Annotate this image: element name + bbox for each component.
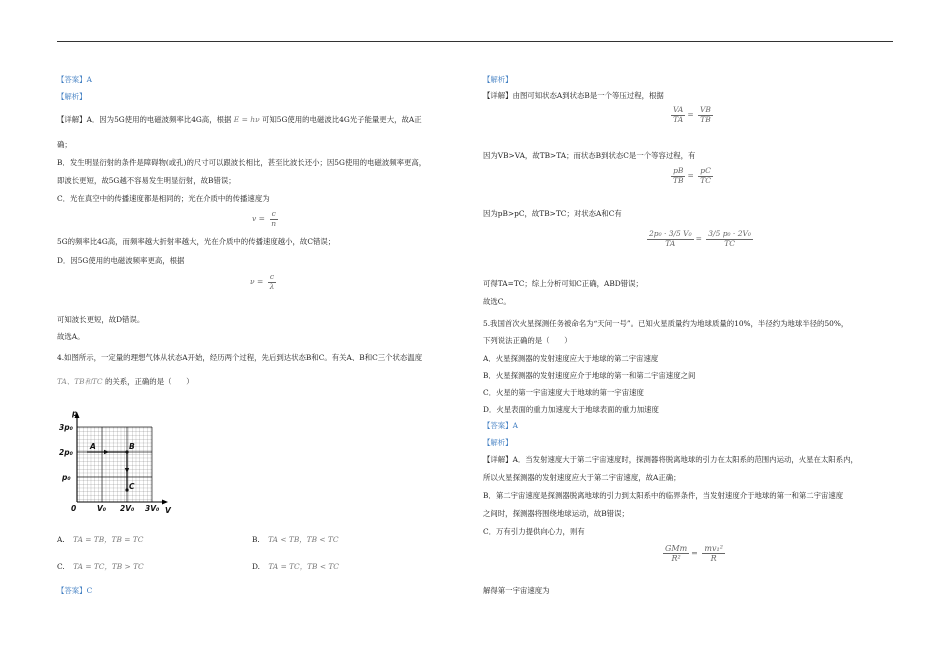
text: TB bbox=[673, 175, 684, 185]
header-rule bbox=[57, 41, 893, 42]
text: c bbox=[269, 272, 275, 281]
text: 5G的频率比4G高，而频率越大折射率越大，光在介质中的传播速度越小，故C错误； bbox=[57, 237, 336, 246]
text: 之间时，探测器将围绕地球运动，故B错误； bbox=[483, 509, 629, 518]
option-formula: TA < TB，TB < TC bbox=[268, 535, 339, 544]
option-letter: B. bbox=[252, 535, 260, 544]
graph-grid bbox=[77, 427, 152, 502]
text: 因为pB>pC，故TB>TC；对状态A和C有 bbox=[483, 209, 622, 218]
text: 故选A。 bbox=[57, 332, 85, 341]
text: C．万有引力提供向心力，则有 bbox=[483, 527, 585, 536]
text: 【详解】A．当发射速度大于第二宇宙速度时，探测器将脱离地球的引力在太阳系的范围内运动，火星在太阳系内， bbox=[483, 455, 858, 464]
text: VA bbox=[673, 105, 684, 114]
text: TC bbox=[700, 175, 711, 185]
text: mv₁² bbox=[704, 544, 723, 553]
text: TB bbox=[700, 114, 711, 124]
formula-nu-c-lambda bbox=[250, 273, 278, 291]
option-formula: TA = TC，TB < TC bbox=[268, 562, 339, 571]
text: 因为VB>VA，故TB>TA；而状态B到状态C是一个等容过程，有 bbox=[483, 151, 696, 160]
analysis-tag: 【解析】 bbox=[483, 438, 513, 447]
text: 确； bbox=[57, 140, 72, 149]
text: 故选C。 bbox=[483, 297, 511, 306]
answer-tag: 【答案】A bbox=[483, 421, 518, 430]
explain-a-line bbox=[57, 115, 422, 124]
text: 【详解】由图可知状态A到状态B是一个等压过程，根据 bbox=[483, 91, 664, 100]
option-formula: TA = TC，TB > TC bbox=[73, 562, 144, 571]
option-a[interactable] bbox=[57, 535, 143, 544]
formula-e-hv: E = hν bbox=[233, 115, 260, 124]
text: pC bbox=[700, 166, 711, 175]
text: v = bbox=[252, 214, 265, 224]
text: 下列说法正确的是（ ） bbox=[483, 336, 572, 345]
text: c bbox=[271, 209, 276, 218]
x-tick: 3V₀ bbox=[145, 504, 160, 513]
text: 2p₀ · 3/5 V₀ bbox=[649, 229, 692, 238]
temperature-symbols: TA、TB和TC bbox=[57, 377, 103, 386]
option-letter: D. bbox=[252, 562, 261, 571]
text: 可知5G使用的电磁波比4G光子能量更大，故A正 bbox=[262, 115, 422, 124]
text: TA bbox=[665, 238, 676, 248]
option-c[interactable] bbox=[57, 562, 144, 571]
q5-option-d[interactable]: D．火星表面的重力加速度大于地球表面的重力加速度 bbox=[483, 405, 659, 414]
analysis-tag: 【解析】 bbox=[57, 92, 87, 101]
text: 即波长更短，故5G越不容易发生明显衍射，故B错误； bbox=[57, 176, 236, 185]
formula-va-ta: $\frac{VA}{TA}$ = $\frac{VB}{TB}$ bbox=[673, 105, 711, 124]
q5-option-b[interactable]: B．火星探测器的发射速度应介于地球的第一和第二宇宙速度之间 bbox=[483, 371, 696, 380]
text: 可知波长更短，故D错误。 bbox=[57, 315, 145, 324]
text: D．因5G使用的电磁波频率更高，根据 bbox=[57, 256, 185, 265]
text: GMm bbox=[665, 544, 688, 553]
text: TA bbox=[673, 114, 684, 124]
analysis-tag: 【解析】 bbox=[483, 75, 513, 84]
formula-v-c-n bbox=[252, 210, 280, 228]
y-tick: 3p₀ bbox=[59, 423, 73, 432]
question-5: 5.我国首次火星探测任务被命名为“天问一号”。已知火星质量约为地球质量的10%，半径约为地球半径的50%， bbox=[483, 319, 849, 328]
text: 3/5 p₀ · 2V₀ bbox=[708, 229, 751, 238]
text: VB bbox=[700, 105, 711, 114]
q5-option-c[interactable]: C．火星的第一宇宙速度大于地球的第一宇宙速度 bbox=[483, 388, 644, 397]
pv-graph bbox=[57, 409, 177, 519]
text: R bbox=[710, 554, 717, 564]
formula-state-a-c: $\frac{\text{2p₀ · 3/5 V₀}}{TA}$ = $\frac{\text{3/5 p₀ · 2V₀}}{TC}$ bbox=[649, 229, 751, 248]
text: C．光在真空中的传播速度都是相同的；光在介质中的传播速度为 bbox=[57, 194, 270, 203]
text: 所以火星探测器的发射速度应大于第二宇宙速度，故A正确； bbox=[483, 473, 681, 482]
point-label-c: C bbox=[129, 482, 135, 491]
option-letter: C. bbox=[57, 562, 65, 571]
x-tick: V₀ bbox=[97, 504, 107, 513]
y-tick: p₀ bbox=[62, 473, 71, 482]
formula-pb-tb: $\frac{pB}{TB}$ = $\frac{pC}{TC}$ bbox=[673, 166, 711, 185]
formula-gravity: $\frac{\text{GMm}}{\text{R²}}$ = $\frac{\text{mv₁²}}{R}$ bbox=[665, 544, 723, 564]
text: λ bbox=[269, 281, 275, 291]
text: 【详解】A．因为5G使用的电磁波频率比4G高，根据 bbox=[57, 115, 232, 124]
x-tick: 2V₀ bbox=[120, 504, 135, 513]
option-d[interactable] bbox=[252, 562, 339, 571]
text: 可得TA=TC；综上分析可知C正确，ABD错误； bbox=[483, 279, 643, 288]
y-tick: 2p₀ bbox=[59, 448, 73, 457]
text: n bbox=[271, 218, 277, 228]
answer-tag: 【答案】A bbox=[57, 75, 92, 84]
option-b[interactable] bbox=[252, 535, 338, 544]
option-letter: A. bbox=[57, 535, 65, 544]
x-axis-label: V bbox=[165, 506, 171, 515]
text: B．发生明显衍射的条件是障碍物(或孔)的尺寸可以跟波长相比，甚至比波长还小；因5G使用的电磁波频率更高， bbox=[57, 158, 427, 167]
point-label-b: B bbox=[129, 442, 135, 451]
y-axis-label: p bbox=[72, 409, 78, 418]
x-tick: 0 bbox=[71, 504, 77, 513]
option-formula: TA = TB，TB = TC bbox=[73, 535, 144, 544]
question-4-tail bbox=[57, 377, 194, 386]
text: pB bbox=[673, 166, 684, 175]
question-4: 4.如图所示，一定量的理想气体从状态A开始，经历两个过程，先后到达状态B和C。有关A、B和C三个状态温度 bbox=[57, 353, 423, 362]
text: 解得第一宇宙速度为 bbox=[483, 586, 550, 595]
text: ν = bbox=[250, 277, 264, 287]
q5-option-a[interactable]: A．火星探测器的发射速度应大于地球的第二宇宙速度 bbox=[483, 354, 659, 363]
point-label-a: A bbox=[90, 442, 96, 451]
text: B．第二宇宙速度是探测器脱离地球的引力到太阳系中的临界条件，当发射速度介于地球的第一和第二宇宙速度 bbox=[483, 491, 844, 500]
text: 的关系，正确的是（ ） bbox=[104, 377, 194, 386]
answer-tag: 【答案】C bbox=[57, 586, 93, 595]
text: TC bbox=[724, 238, 735, 248]
text: R² bbox=[671, 554, 681, 564]
